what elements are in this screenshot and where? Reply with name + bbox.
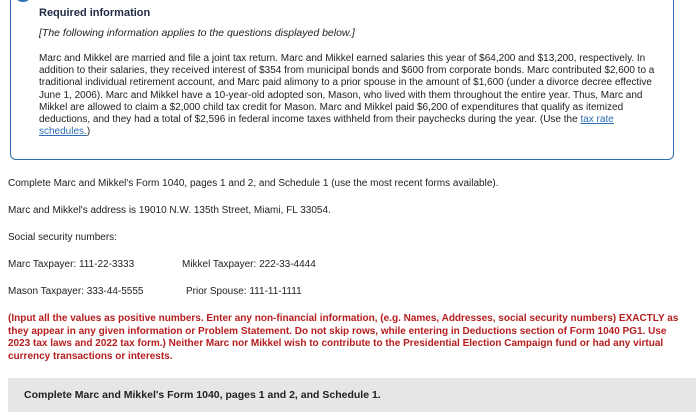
ssn-heading: Social security numbers: [8, 232, 117, 243]
info-body [39, 53, 663, 138]
mason-ssn: Mason Taxpayer: 333-44-5555 [8, 286, 144, 297]
complete-forms-text: Complete Marc and Mikkel's Form 1040, pages 1 and 2, and Schedule 1 (use the most recent forms available). [8, 178, 499, 189]
required-information-box [10, 0, 674, 160]
question-bar-label: Complete Marc and Mikkel's Form 1040, pages 1 and 2, and Schedule 1. [24, 389, 381, 401]
marc-ssn: Marc Taxpayer: 111-22-3333 [8, 259, 135, 270]
tax-rate-schedules-link[interactable]: tax rate schedules. [39, 114, 614, 138]
info-subtitle: [The following information applies to the questions displayed below.] [39, 27, 355, 39]
info-body-text: Marc and Mikkel are married and file a joint tax return. Marc and Mikkel earned salaries this year of $64,200 and $13,200, respectively. In addition to their salaries, they received interest of $354 from municipal bonds and $600 from corporate bonds. Marc contributed $2,600 to a traditional individual retirement account, and Marc paid alimony to a prior spouse in the amount of $1,600 (under a divorce decree effective June 1, 2006). Marc and Mikkel have a 10-year-old adopted son, Mason, who lived with them throughout the entire year. Thus, Marc and Mikkel are allowed to claim a $2,000 child tax credit for Mason. Marc and Mikkel paid $6,200 of expenditures that qualify as itemized deductions, and they had a total of $2,596 in federal income taxes withheld from their paychecks during the year. (Use the [39, 53, 655, 126]
info-body-end: ) [86, 126, 91, 138]
input-instructions: (Input all the values as positive numbers. Enter any non-financial information, (e.g. Names, Addresses, social security numbers) EXACTLY as they appear in any given information or Problem Statement. Do not skip rows, while entering in Deductions section of Form 1040 PG1. Use 2023 tax laws and 2022 tax form.) Neither Marc nor Mikkel wish to contribute to the Presidential Election Campaign fund or had any virtual currency transactions or interests. [8, 313, 679, 362]
info-icon [14, 0, 32, 2]
address-text: Marc and Mikkel's address is 19010 N.W. 135th Street, Miami, FL 33054. [8, 205, 331, 216]
prior-spouse-ssn: Prior Spouse: 111-11-1111 [186, 286, 302, 297]
info-title: Required information [39, 7, 151, 19]
mikkel-ssn: Mikkel Taxpayer: 222-33-4444 [182, 259, 316, 270]
question-bar [8, 378, 696, 412]
